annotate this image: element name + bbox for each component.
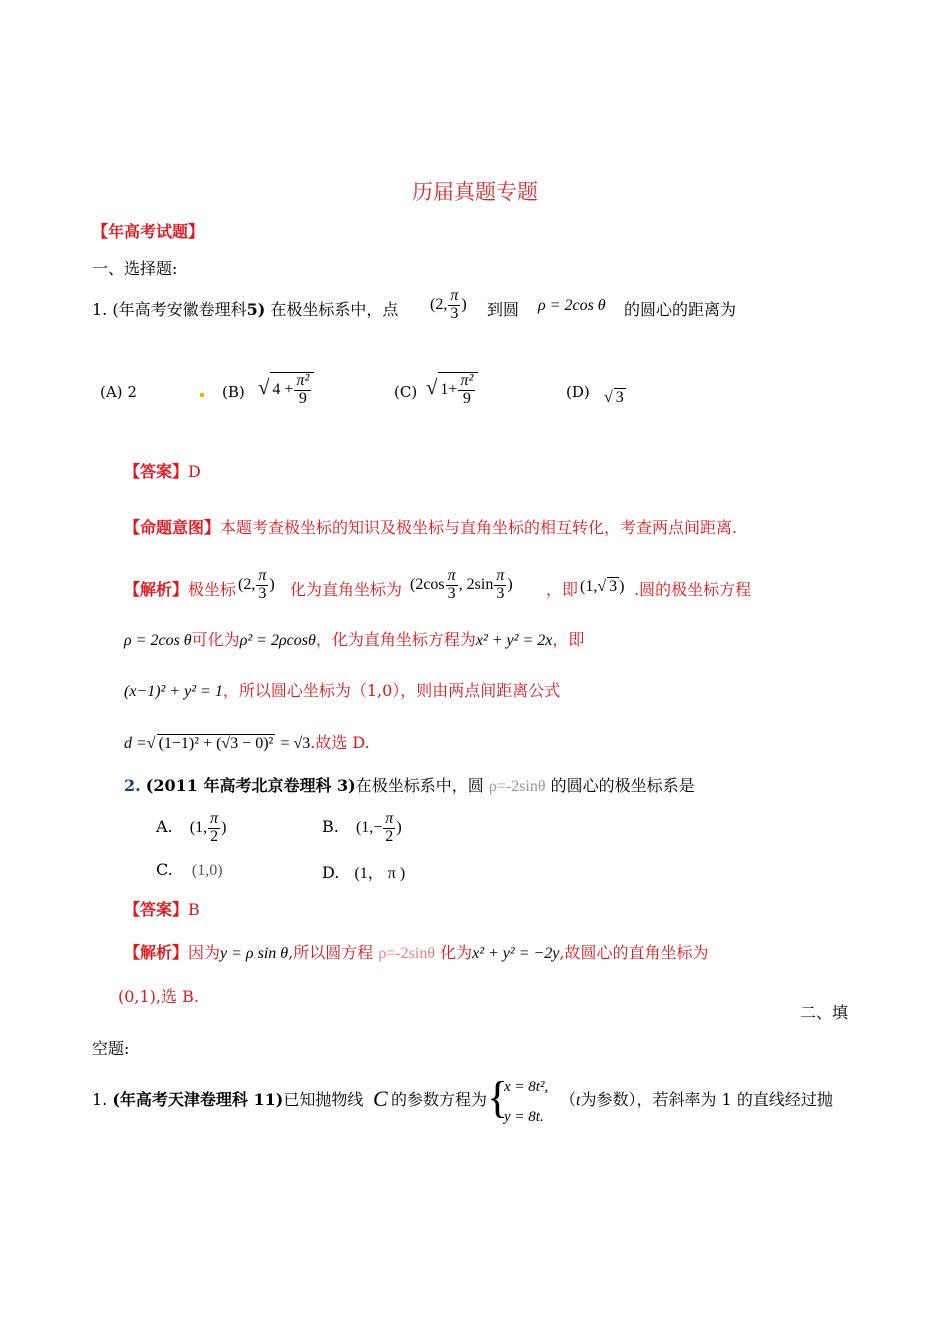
q2-option-d: D. (1， π ) — [322, 863, 406, 882]
q1-circle-equation: ρ = 2cos θ — [538, 297, 606, 314]
part2-heading-a: 二、填 — [800, 1003, 849, 1022]
q2-analysis-line1: 【解析】因为y = ρ sin θ,所以圆方程 ρ=-2sinθ 化为x² + y² = −2y,故圆心的直角坐标为 — [124, 943, 709, 962]
q2-source: (2011 年高考北京卷理科 3) — [145, 776, 356, 795]
page-title: 历届真题专题 — [412, 180, 538, 204]
q1-option-b-label: (B) — [222, 383, 245, 401]
q3-system-line1: x = 8t², — [504, 1079, 549, 1095]
q1-option-d-value: √ 3 — [604, 389, 624, 406]
q3-stem-c: （t为参数），若斜率为 1 的直线经过抛 — [560, 1090, 833, 1109]
q1-point: (2, $\frac{\pi}{3}$ ) — [430, 287, 467, 322]
q2-equation: ρ=-2sinθ — [488, 778, 546, 795]
q2-number: 2. — [124, 776, 141, 795]
q2-option-a: A. (1, $\frac{\pi}{2}$ ) — [156, 810, 227, 845]
q1-option-b-value: √ 4 + $\frac{\text{π²}}{9}$ — [258, 372, 314, 408]
q1-answer: 【答案】D — [124, 462, 201, 481]
q1-analysis-text-1c: ，即 — [546, 580, 579, 599]
q2-option-c: C. (1,0) — [156, 860, 223, 879]
q3-stem-a: 1. (年高考天津卷理科 11)已知抛物线 — [92, 1090, 364, 1109]
q1-stem — [92, 297, 398, 320]
q1-analysis-text-1b: 化为直角坐标为 — [290, 580, 403, 599]
q1-analysis-text-1d: .圆的极坐标方程 — [634, 580, 752, 599]
part1-heading: 一、选择题: — [92, 259, 178, 278]
q1-analysis-line2: ρ = 2cos θ可化为ρ² = 2ρcosθ，化为直角坐标方程为x² + y² = 2x，即 — [124, 630, 585, 649]
q1-analysis-line4: d =√ (1−1)² + (√3 − 0)² = √3.故选 D. — [124, 733, 370, 752]
q1-option-c-label: (C) — [394, 383, 418, 401]
q1-text-c: 的圆心的距离为 — [624, 300, 737, 319]
q1-number: 1. — [92, 300, 108, 319]
q1-rect-point: (2cos $\frac{\pi}{3}$ , 2sin $\frac{\pi}{3}$ ) — [410, 567, 513, 602]
q3-system-line2: y = 8t. — [504, 1109, 544, 1125]
q1-text-a: 在极坐标系中，点 — [270, 300, 399, 319]
q3-source: (年高考天津卷理科 11) — [112, 1090, 284, 1109]
section-tag: 【年高考试题】 — [92, 222, 205, 241]
q1-text-b: 到圆 — [487, 300, 520, 319]
q3-curve-name: C — [373, 1086, 388, 1111]
q3-stem-b: 的参数方程为 — [391, 1090, 488, 1109]
q1-option-a: (A) 2 — [100, 383, 137, 401]
q2-option-b: B. (1,− $\frac{\pi}{2}$ ) — [322, 810, 402, 845]
q1-intent: 【命题意图】本题考查极坐标的知识及极坐标与直角坐标的相互转化，考查两点间距离. — [124, 518, 738, 537]
q1-analysis-line3: (x−1)² + y² = 1，所以圆心坐标为（1,0），则由两点间距离公式 — [124, 681, 561, 700]
q1-option-d-label: (D) — [566, 383, 590, 401]
system-brace: { — [487, 1073, 509, 1122]
q1-source: (年高考安徽卷理科5) — [112, 300, 266, 319]
q1-analysis-line1: 【解析】极坐标 — [124, 580, 237, 599]
stray-dot — [200, 393, 204, 397]
q2-stem: 2. (2011 年高考北京卷理科 3)在极坐标系中，圆 ρ=-2sinθ 的圆心的极坐标系是 — [124, 776, 695, 795]
q1-polar-point: (2, $\frac{\pi}{3}$ ) — [238, 567, 275, 602]
part2-heading-b: 空题: — [92, 1039, 130, 1058]
q2-answer: 【答案】B — [124, 900, 200, 919]
q2-analysis-line2: (0,1),选 B. — [118, 987, 199, 1006]
q1-point-result: (1,√ 3 ) — [580, 578, 625, 595]
q1-point-fraction: $\frac{\pi}{3}$ — [450, 287, 459, 322]
q1-option-c-value: √ 1+ $\frac{\text{π²}}{9}$ — [426, 372, 478, 408]
